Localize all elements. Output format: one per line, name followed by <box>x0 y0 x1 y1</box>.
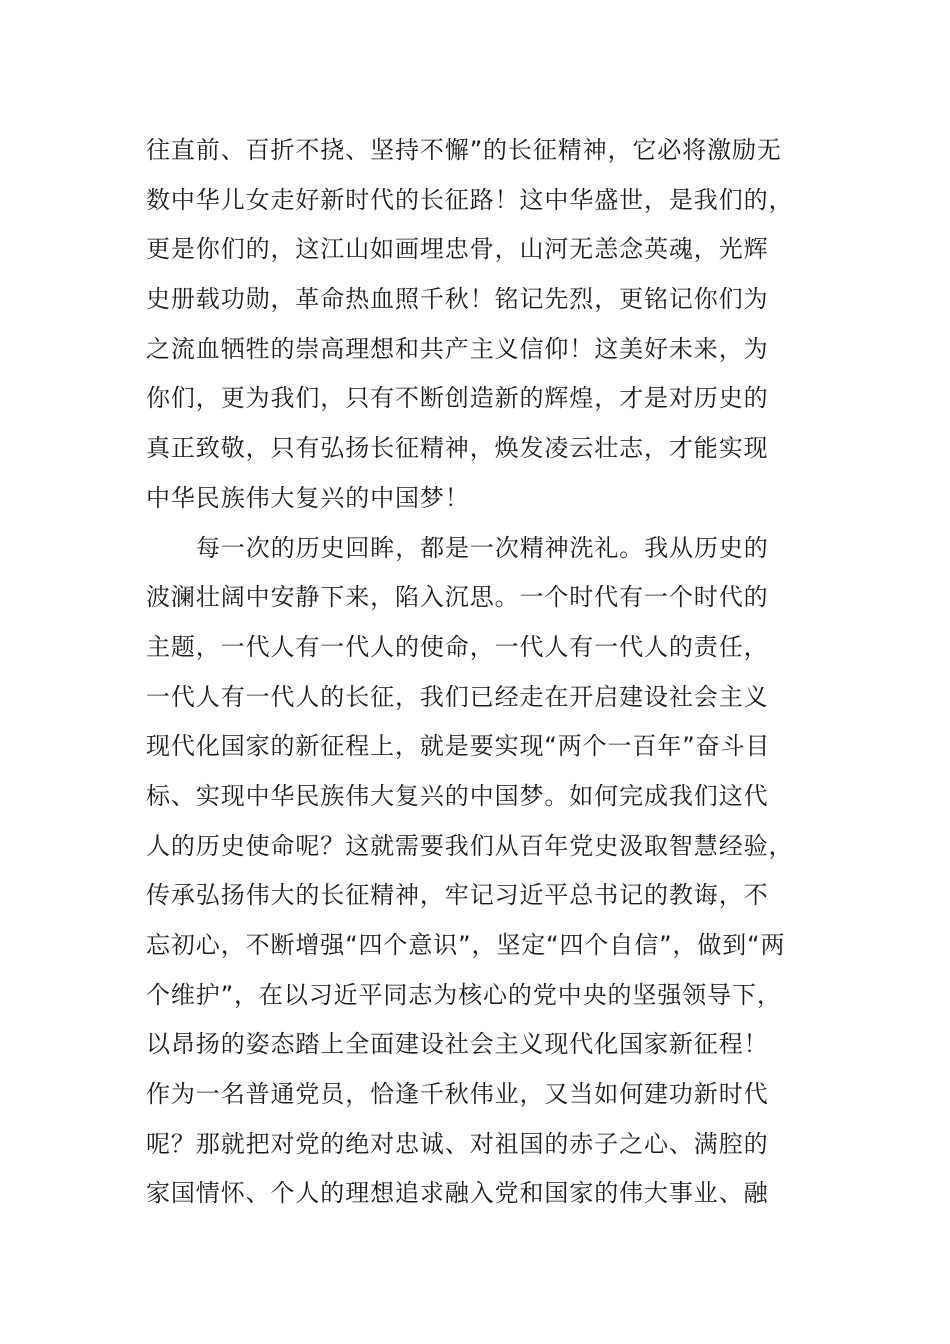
text-line: 波澜壮阔中安静下来，陷入沉思。一个时代有一个时代的 <box>146 583 769 612</box>
text-line: 真正致敬，只有弘扬长征精神，焕发凌云壮志，才能实现 <box>146 434 769 463</box>
text-line: 标、实现中华民族伟大复兴的中国梦。如何完成我们这代 <box>146 781 769 810</box>
text-line: 史册载功勋，革命热血照千秋！铭记先烈，更铭记你们为 <box>146 285 769 314</box>
paragraph-1 <box>146 126 806 524</box>
text-line: 每一次的历史回眸，都是一次精神洗礼。我从历史的 <box>196 533 769 562</box>
text-line: 数中华儿女走好新时代的长征路！这中华盛世，是我们的， <box>146 185 794 214</box>
paragraph-2 <box>146 524 806 1220</box>
text-line: 传承弘扬伟大的长征精神，牢记习近平总书记的教诲，不 <box>146 881 769 910</box>
text-line: 家国情怀、个人的理想追求融入党和国家的伟大事业、融 <box>146 1179 769 1208</box>
text-line: 以昂扬的姿态踏上全面建设社会主义现代化国家新征程！ <box>146 1030 769 1059</box>
text-line: 呢？那就把对党的绝对忠诚、对祖国的赤子之心、满腔的 <box>146 1129 769 1158</box>
text-line: 现代化国家的新征程上，就是要实现“两个一百年”奋斗目 <box>146 732 771 761</box>
document-body <box>146 126 806 1219</box>
text-line: 个维护”，在以习近平同志为核心的党中央的坚强领导下， <box>146 980 782 1009</box>
text-line: 之流血牺牲的崇高理想和共产主义信仰！这美好未来，为 <box>146 334 769 363</box>
text-line: 你们，更为我们，只有不断创造新的辉煌，才是对历史的 <box>146 384 769 413</box>
text-line: 中华民族伟大复兴的中国梦！ <box>146 483 470 512</box>
text-line: 一代人有一代人的长征，我们已经走在开启建设社会主义 <box>146 682 769 711</box>
text-line: 更是你们的，这江山如画埋忠骨，山河无恙念英魂，光辉 <box>146 235 769 264</box>
text-line: 作为一名普通党员，恰逢千秋伟业，又当如何建功新时代 <box>146 1080 769 1109</box>
text-line: 忘初心，不断增强“四个意识”，坚定“四个自信”，做到“两 <box>146 931 786 959</box>
text-line: 人的历史使命呢？这就需要我们从百年党史汲取智慧经验， <box>146 831 794 860</box>
text-line: 往直前、百折不挠、坚持不懈”的长征精神，它必将激励无 <box>146 136 782 164</box>
text-line: 主题，一代人有一代人的使命，一代人有一代人的责任， <box>146 632 769 661</box>
